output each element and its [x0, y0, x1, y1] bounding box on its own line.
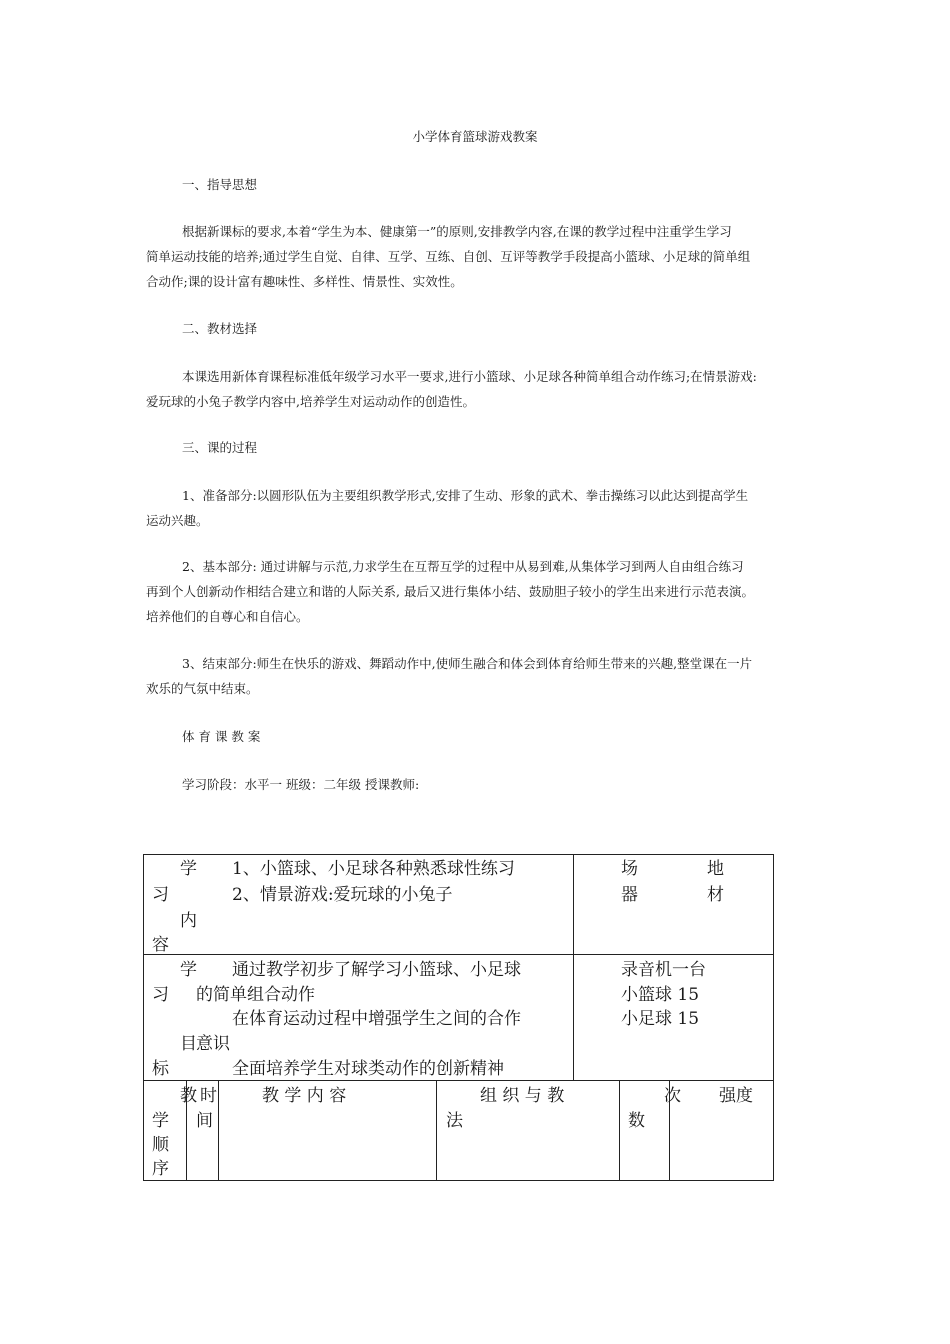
learning-goal-line: 意识 — [196, 1034, 230, 1054]
paragraph-line: 根据新课标的要求,本着“学生为本、健康第一”的原则,安排教学内容,在课的教学过程中注重学生学习 — [182, 224, 732, 239]
paragraph-line: 1、准备部分:以圆形队伍为主要组织教学形式,安排了生动、形象的武术、拳击操练习以此达到提高学生 — [182, 488, 749, 503]
section-heading-guiding-idea: 一、指导思想 — [182, 177, 258, 192]
column-divider — [573, 854, 574, 1081]
header-intensity: 强度 — [719, 1086, 753, 1106]
label-char: 习 — [152, 985, 169, 1005]
learning-goal-line: 全面培养学生对球类动作的创新精神 — [232, 1059, 504, 1079]
row-divider — [143, 954, 774, 955]
label-char: 内 — [180, 911, 197, 931]
label-char: 场 — [621, 859, 638, 879]
section-heading-material: 二、教材选择 — [182, 321, 258, 336]
header-order-char: 序 — [152, 1159, 169, 1179]
equipment-item: 小篮球 15 — [621, 985, 700, 1005]
paragraph-line: 合动作;课的设计富有趣味性、多样性、情景性、实效性。 — [146, 274, 463, 289]
header-count-char: 次 — [664, 1086, 681, 1106]
paragraph-basic — [146, 559, 811, 634]
header-count-char: 数 — [628, 1111, 645, 1131]
label-char: 标 — [152, 1059, 169, 1079]
paragraph-line: 培养他们的自尊心和自信心。 — [146, 609, 309, 624]
paragraph-line: 3、结束部分:师生在快乐的游戏、舞蹈动作中,使师生融合和体会到体育给师生带来的兴趣,整堂课在一片 — [182, 656, 753, 671]
learning-goal-line: 的简单组合动作 — [196, 985, 315, 1005]
column-divider — [619, 1080, 620, 1181]
row-divider — [143, 1080, 774, 1081]
learning-content-item: 2、情景游戏:爱玩球的小兔子 — [232, 885, 453, 905]
paragraph-end — [146, 656, 811, 706]
label-char: 容 — [152, 935, 169, 955]
section-heading-process: 三、课的过程 — [182, 440, 258, 455]
label-char: 习 — [152, 885, 169, 905]
label-char: 器 — [621, 885, 638, 905]
paragraph-line: 欢乐的气氛中结束。 — [146, 681, 259, 696]
header-method: 法 — [446, 1111, 463, 1131]
paragraph-line: 运动兴趣。 — [146, 513, 209, 528]
lesson-plan-title: 体 育 课 教 案 — [182, 729, 261, 744]
label-char: 学 — [180, 960, 197, 980]
label-char: 学 — [180, 859, 197, 879]
header-order-char: 教 — [180, 1086, 197, 1106]
learning-goal-line: 在体育运动过程中增强学生之间的合作 — [232, 1009, 521, 1029]
header-time-char: 间 — [196, 1111, 213, 1131]
document-title: 小学体育篮球游戏教案 — [412, 129, 538, 144]
label-char: 材 — [707, 885, 724, 905]
header-teaching-content: 教 学 内 容 — [262, 1086, 347, 1106]
header-time-char: 时 — [200, 1086, 217, 1106]
paragraph-material — [146, 369, 811, 419]
paragraph-line: 简单运动技能的培养;通过学生自觉、自律、互学、互练、自创、互评等教学手段提高小篮球、小足球的简单组 — [146, 249, 751, 264]
paragraph-line: 再到个人创新动作相结合建立和谐的人际关系, 最后又进行集体小结、鼓励胆子较小的学生出来进行示范表演。 — [146, 584, 754, 599]
paragraph-line: 爱玩球的小兔子教学内容中,培养学生对运动动作的创造性。 — [146, 394, 475, 409]
label-char: 地 — [707, 859, 724, 879]
header-order-char: 学 — [152, 1111, 169, 1131]
equipment-item: 小足球 15 — [621, 1009, 700, 1029]
learning-content-item: 1、小篮球、小足球各种熟悉球性练习 — [232, 859, 515, 879]
column-divider — [436, 1080, 437, 1181]
column-divider — [218, 1080, 219, 1181]
paragraph-guiding-idea — [146, 224, 811, 299]
lesson-info-line: 学习阶段：水平一 班级：二年级 授课教师: — [182, 777, 420, 792]
header-order-char: 顺 — [152, 1135, 169, 1155]
equipment-item: 录音机一台 — [621, 960, 706, 980]
paragraph-line: 本课选用新体育课程标准低年级学习水平一要求,进行小篮球、小足球各种简单组合动作练习;在情景游戏: — [182, 369, 757, 384]
paragraph-prep — [146, 488, 811, 538]
header-method: 组 织 与 教 — [480, 1086, 565, 1106]
label-char: 目 — [180, 1034, 197, 1054]
paragraph-line: 2、基本部分: 通过讲解与示范,力求学生在互帮互学的过程中从易到难,从集体学习到两人自由组合练习 — [182, 559, 744, 574]
learning-goal-line: 通过教学初步了解学习小篮球、小足球 — [232, 960, 521, 980]
